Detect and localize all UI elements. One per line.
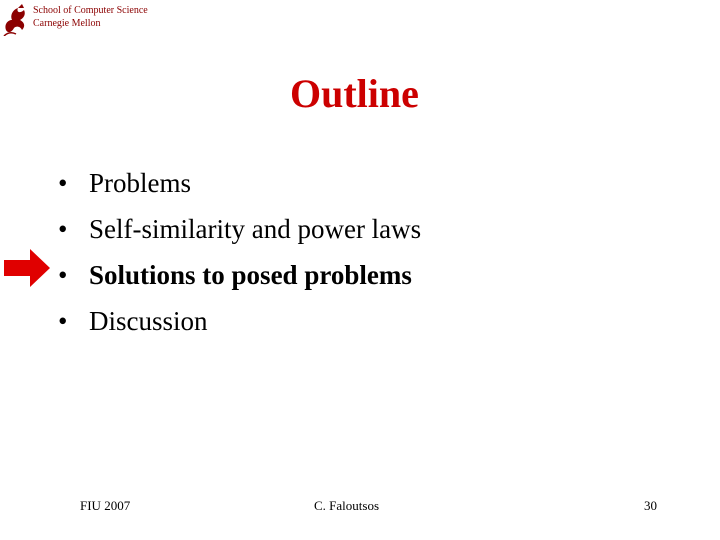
bullet-marker: •: [58, 306, 68, 336]
university-name: Carnegie Mellon: [33, 18, 101, 29]
bullet-marker: •: [58, 168, 68, 198]
footer-event: FIU 2007: [80, 498, 131, 513]
list-item-label: Problems: [89, 168, 192, 198]
slide-title: Outline: [290, 71, 419, 116]
bullet-marker: •: [58, 260, 68, 290]
slide-header: [0, 0, 260, 40]
list-item-label: Solutions to posed problems: [89, 260, 412, 290]
slide-number: 30: [644, 498, 657, 513]
cmu-griffin-logo-icon: [2, 2, 32, 36]
bullet-marker: •: [58, 214, 68, 244]
list-item-label: Self-similarity and power laws: [89, 214, 422, 244]
right-arrow-icon: [4, 249, 50, 287]
school-name: School of Computer Science: [33, 5, 148, 16]
list-item-label: Discussion: [89, 306, 208, 336]
footer-author: C. Faloutsos: [314, 498, 380, 513]
